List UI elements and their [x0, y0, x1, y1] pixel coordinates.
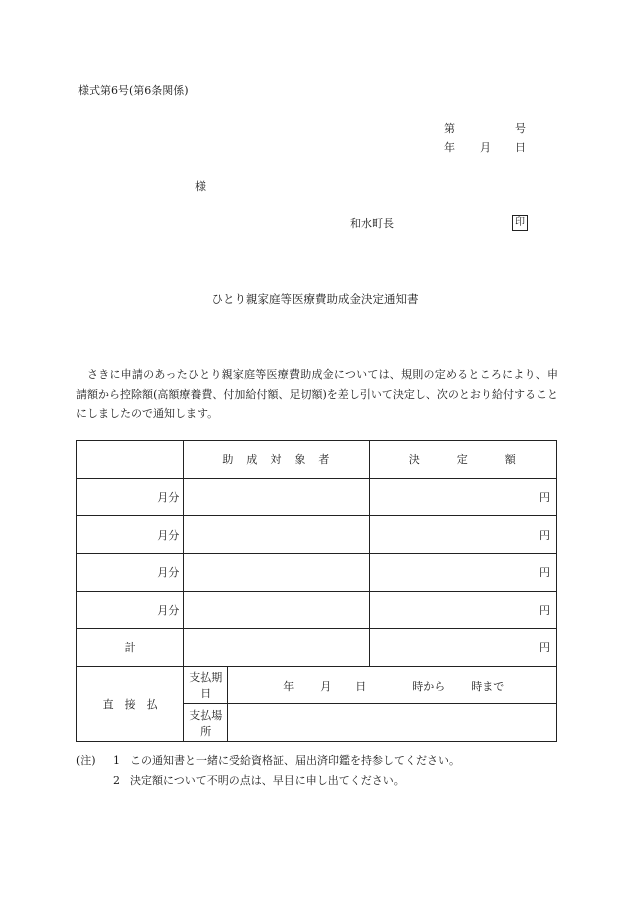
- total-amount-cell: 円: [369, 629, 556, 667]
- amount-cell: 円: [369, 516, 556, 554]
- table-header-row: [77, 441, 557, 479]
- note-mark: (注): [76, 754, 96, 767]
- payment-place-value: [228, 704, 557, 742]
- month-label: 月分: [77, 478, 184, 516]
- document-title: ひとり親家庭等医療費助成金決定通知書: [211, 292, 419, 306]
- amount-cell: 円: [369, 553, 556, 591]
- subject-cell: [184, 553, 369, 591]
- table-row: [77, 478, 557, 516]
- amount-cell: 円: [369, 478, 556, 516]
- seal-mark: 印: [512, 215, 528, 231]
- notice-body: さきに申請のあったひとり親家庭等医療費助成金については、規則の定めるところにより、申請額から控除額(高額療養費、付加給付額、足切額)を差し引いて決定し、次のとおり給付することにしましたので通知します。: [76, 368, 558, 420]
- payment-date-label: 支払期日: [184, 666, 228, 704]
- month-label: 月分: [77, 553, 184, 591]
- period-day: 日: [355, 679, 367, 693]
- issue-date-day: 日: [515, 141, 526, 154]
- direct-payment-label: 直 接 払: [77, 666, 184, 741]
- issuer-title: 和水町長: [350, 217, 394, 230]
- note-item: [76, 771, 558, 791]
- notes: [76, 751, 558, 791]
- form-number: 様式第6号(第6条関係): [78, 84, 189, 97]
- issue-date-year: 年: [444, 141, 455, 154]
- table-row: [77, 591, 557, 629]
- total-label: 計: [77, 629, 184, 667]
- total-subject-cell: [184, 629, 369, 667]
- issue-date-month: 月: [480, 141, 491, 154]
- addressee-honorific: 様: [195, 180, 206, 193]
- decision-table: [76, 440, 557, 742]
- table-row: [77, 516, 557, 554]
- month-label: 月分: [77, 516, 184, 554]
- subject-cell: [184, 591, 369, 629]
- amount-cell: 円: [369, 591, 556, 629]
- period-from: 時から: [412, 679, 446, 693]
- document-number-prefix: 第: [444, 122, 455, 135]
- period-month: 月: [320, 679, 332, 693]
- document-number-suffix: 号: [515, 122, 526, 135]
- subject-cell: [184, 478, 369, 516]
- table-row: [77, 553, 557, 591]
- month-label: 月分: [77, 591, 184, 629]
- payment-period-row: [77, 666, 557, 704]
- note-text: 決定額について不明の点は、早目に申し出てください。: [130, 774, 405, 787]
- header-blank-cell: [77, 441, 184, 479]
- note-number: 2: [113, 774, 120, 787]
- note-text: この通知書と一緒に受給資格証、届出済印鑑を持参してください。: [130, 754, 460, 767]
- subject-cell: [184, 516, 369, 554]
- note-item: [76, 751, 558, 771]
- payment-date-value: [228, 666, 557, 704]
- payment-place-label: 支払場所: [184, 704, 228, 742]
- period-to: 時まで: [471, 679, 505, 693]
- period-year: 年: [283, 679, 295, 693]
- header-amount: 決 定 額: [369, 441, 556, 479]
- header-subject: 助 成 対 象 者: [184, 441, 369, 479]
- note-number: 1: [113, 754, 120, 767]
- total-row: [77, 629, 557, 667]
